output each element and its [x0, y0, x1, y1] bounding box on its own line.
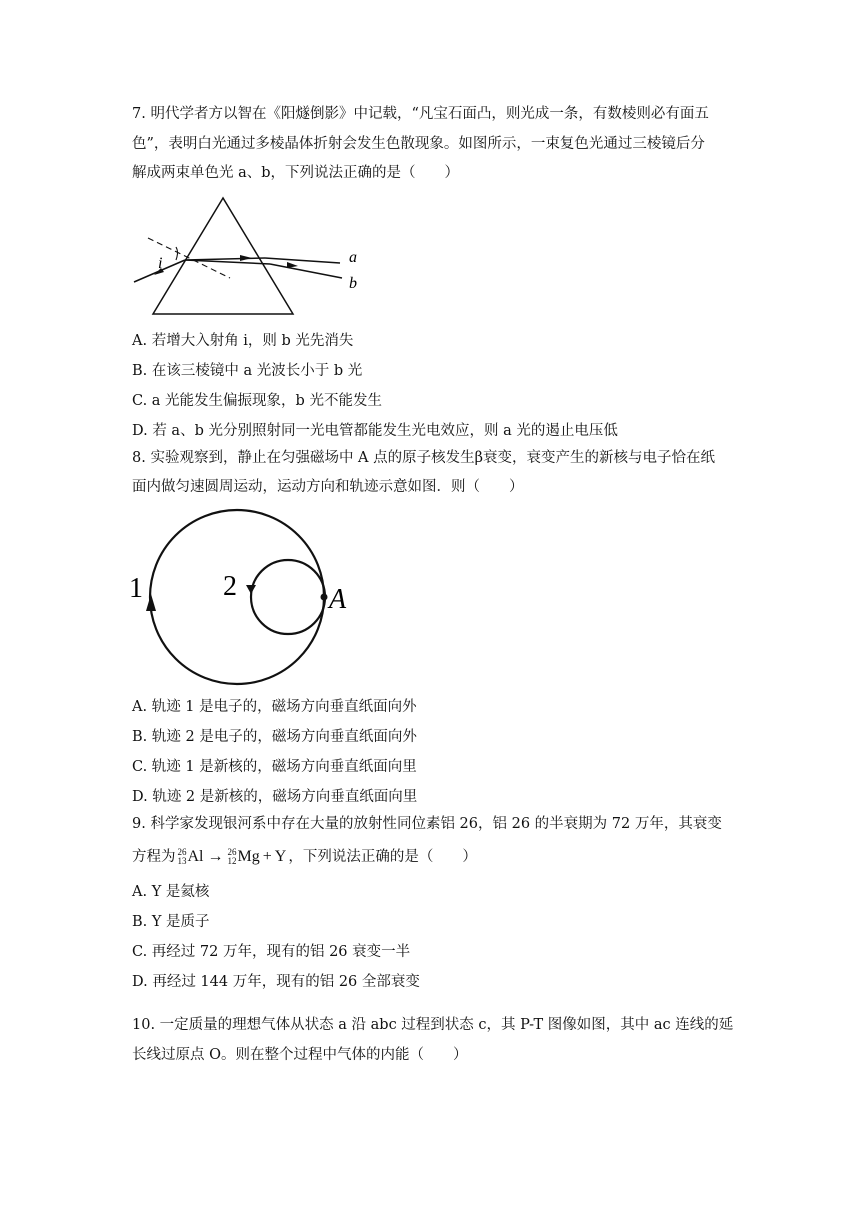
- q10-stem-line-1: 10. 一定质量的理想气体从状态 a 沿 abc 过程到状态 c，其 P-T 图像如图，其中 ac 连线的延: [132, 1017, 734, 1033]
- q7-option-b: B. 在该三棱镜中 a 光波长小于 b 光: [132, 363, 363, 379]
- trajectory-1-arrow: [146, 594, 156, 611]
- q7-stem-line-3: 解成两束单色光 a、b，下列说法正确的是（ ）: [132, 165, 460, 181]
- plus-sign: +: [262, 848, 272, 865]
- prism-figure: [120, 190, 380, 320]
- label-trajectory-2: 2: [223, 571, 237, 602]
- decay-equation: [178, 847, 287, 867]
- prism-triangle: [153, 198, 293, 314]
- trajectory-figure: [125, 505, 365, 690]
- exit-arrowhead-b: [287, 262, 298, 268]
- al-mass-number: 26: [177, 847, 187, 857]
- q9-option-b: B. Y 是质子: [132, 914, 210, 930]
- q7-option-d: D. 若 a、b 光分别照射同一光电管都能发生光电效应，则 a 光的遏止电压低: [132, 423, 618, 439]
- q8-option-c: C. 轨迹 1 是新核的，磁场方向垂直纸面向里: [132, 759, 417, 775]
- q9-option-d: D. 再经过 144 万年，现有的铝 26 全部衰变: [132, 974, 420, 990]
- y-symbol: Y: [274, 848, 287, 865]
- q7-option-c: C. a 光能发生偏振现象，b 光不能发生: [132, 393, 382, 409]
- q9-line2-suffix: ，下列说法正确的是（ ）: [288, 849, 477, 865]
- label-point-a: A: [329, 584, 347, 615]
- q9-option-c: C. 再经过 72 万年，现有的铝 26 衰变一半: [132, 944, 411, 960]
- label-a: a: [349, 249, 357, 266]
- q9-option-a: A. Y 是氦核: [132, 884, 210, 900]
- q7-stem-line-2: 色”，表明白光通过多棱晶体折射会发生色散现象。如图所示，一束复色光通过三棱镜后分: [132, 136, 705, 152]
- trajectory-1: [150, 510, 324, 684]
- label-i: i: [158, 255, 163, 272]
- q8-stem-line-1: 8. 实验观察到，静止在匀强磁场中 A 点的原子核发生β衰变，衰变产生的新核与电子恰在纸: [132, 450, 716, 466]
- q10-stem-line-2: 长线过原点 O。则在整个过程中气体的内能（ ）: [132, 1047, 468, 1063]
- q7-option-a: A. 若增大入射角 i，则 b 光先消失: [132, 333, 354, 349]
- q8-option-b: B. 轨迹 2 是电子的，磁场方向垂直纸面向外: [132, 729, 417, 745]
- al-atomic-number: 13: [177, 856, 187, 866]
- label-trajectory-1: 1: [129, 573, 143, 604]
- q9-line2-prefix: 方程为: [132, 849, 176, 865]
- q9-stem-line-1: 9. 科学家发现银河系中存在大量的放射性同位素铝 26，铝 26 的半衰期为 72 万年，其衰变: [132, 816, 722, 832]
- trajectory-2-arrow: [246, 585, 256, 594]
- trajectory-2: [251, 560, 325, 634]
- q8-option-d: D. 轨迹 2 是新核的，磁场方向垂直纸面向里: [132, 789, 418, 805]
- label-b: b: [349, 275, 357, 292]
- mg-symbol: Mg: [237, 848, 260, 865]
- point-a-dot: [321, 594, 328, 601]
- al-symbol: Al: [187, 848, 204, 865]
- refracted-ray-a: [185, 258, 265, 260]
- mg-atomic-number: 12: [227, 856, 237, 866]
- exit-ray-b: [270, 264, 342, 278]
- q8-stem-line-2: 面内做匀速圆周运动，运动方向和轨迹示意如图．则（ ）: [132, 479, 524, 495]
- ray-arrowhead: [240, 255, 252, 261]
- reaction-arrow: →: [207, 848, 224, 865]
- exit-ray-a: [265, 258, 340, 263]
- incidence-angle-arc: [176, 247, 178, 260]
- q8-option-a: A. 轨迹 1 是电子的，磁场方向垂直纸面向外: [132, 699, 417, 715]
- mg-mass-number: 26: [227, 847, 237, 857]
- q7-stem-line-1: 7. 明代学者方以智在《阳燧倒影》中记载，“凡宝石面凸，则光成一条，有数棱则必有面五: [132, 106, 709, 122]
- q9-stem-line-2: [132, 847, 477, 867]
